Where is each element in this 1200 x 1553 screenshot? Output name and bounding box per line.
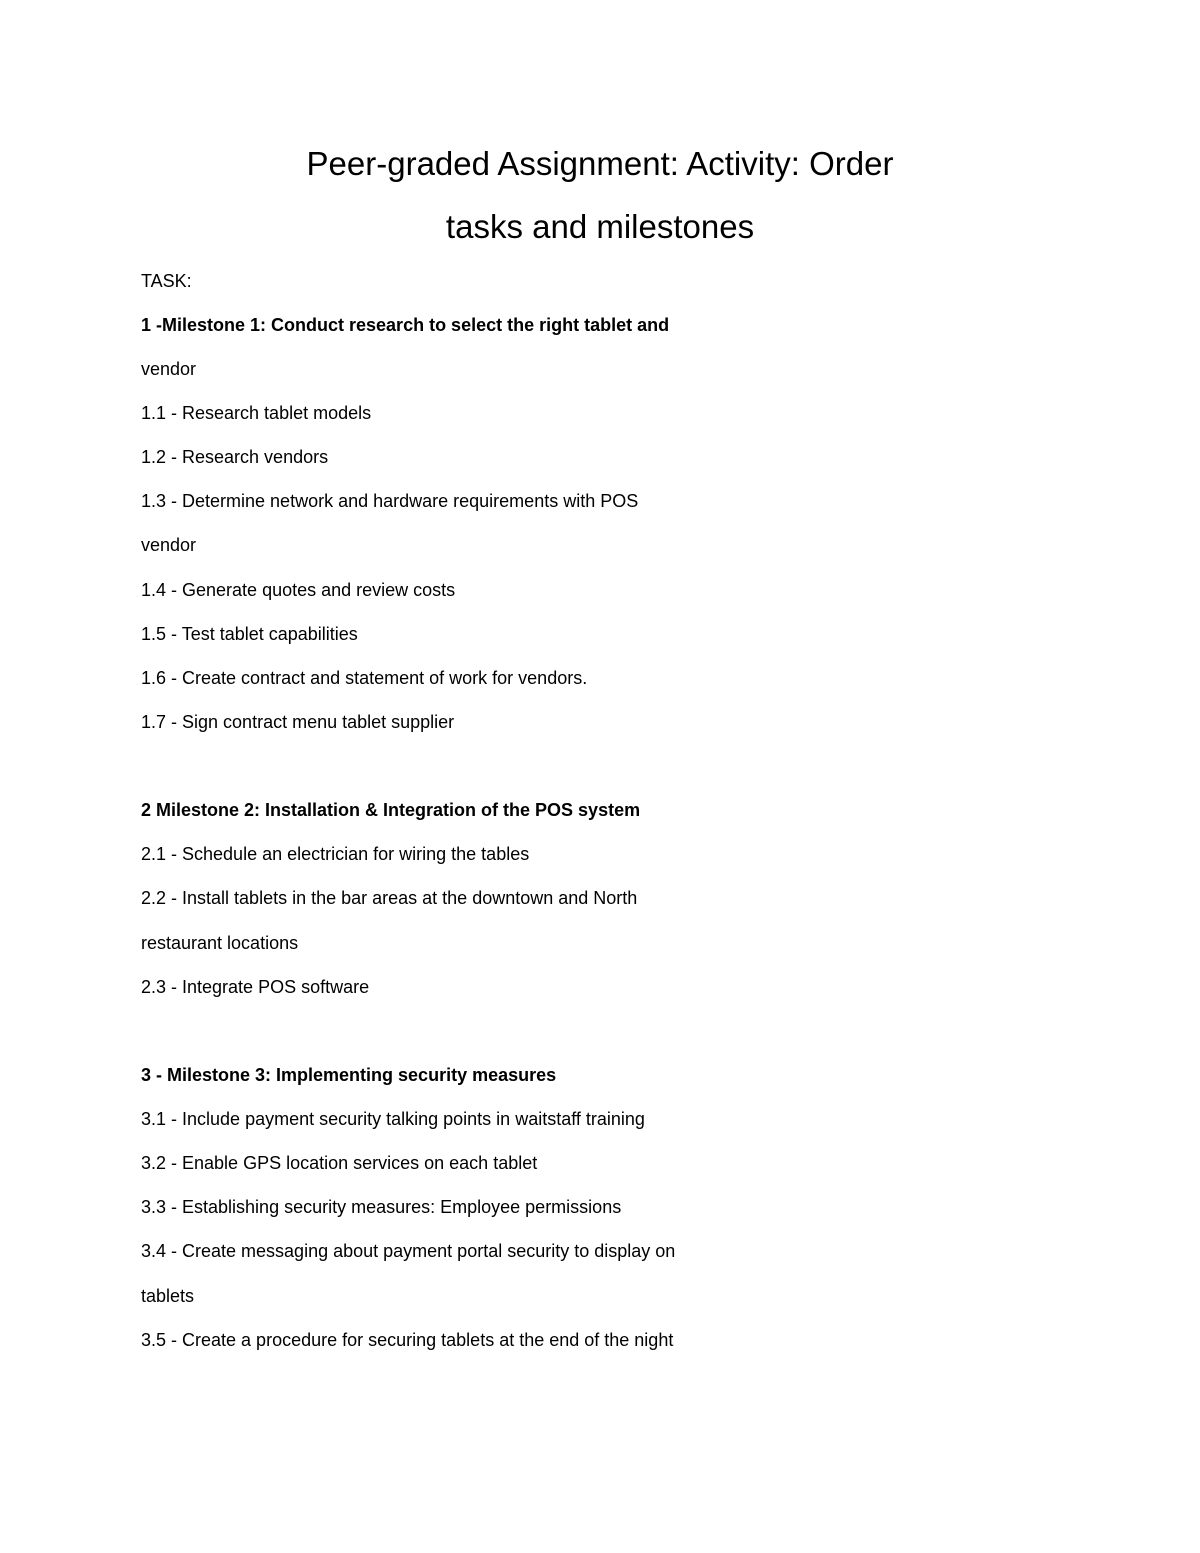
task-item-1-3: 1.3 - Determine network and hardware requirements with POS [141, 491, 639, 511]
task-item-2-3: 2.3 - Integrate POS software [141, 977, 370, 997]
milestone-1-heading-continuation: vendor [141, 359, 197, 379]
task-item-1-1: 1.1 - Research tablet models [141, 403, 372, 423]
task-item-1-3-continuation: vendor [141, 535, 197, 555]
task-item-3-1: 3.1 - Include payment security talking points in waitstaff training [141, 1109, 645, 1129]
milestone-3-heading: 3 - Milestone 3: Implementing security measures [141, 1065, 557, 1085]
task-item-2-1: 2.1 - Schedule an electrician for wiring the tables [141, 844, 530, 864]
task-item-1-4: 1.4 - Generate quotes and review costs [141, 580, 456, 600]
task-item-2-2: 2.2 - Install tablets in the bar areas at the downtown and North [141, 888, 638, 908]
document-title-line-2: tasks and milestones [445, 208, 755, 245]
task-item-3-2: 3.2 - Enable GPS location services on each tablet [141, 1153, 538, 1173]
task-item-1-5: 1.5 - Test tablet capabilities [141, 624, 358, 644]
milestone-1-heading: 1 -Milestone 1: Conduct research to select the right tablet and [141, 315, 670, 335]
task-item-3-5: 3.5 - Create a procedure for securing tablets at the end of the night [141, 1330, 674, 1350]
task-item-3-4-continuation: tablets [141, 1286, 195, 1306]
task-item-1-6: 1.6 - Create contract and statement of work for vendors. [141, 668, 588, 688]
task-item-2-2-continuation: restaurant locations [141, 933, 299, 953]
task-item-1-7: 1.7 - Sign contract menu tablet supplier [141, 712, 455, 732]
task-item-1-2: 1.2 - Research vendors [141, 447, 329, 467]
milestone-2-heading: 2 Milestone 2: Installation & Integration of the POS system [141, 800, 641, 820]
document-title-line-1: Peer-graded Assignment: Activity: Order [306, 145, 894, 182]
task-item-3-4: 3.4 - Create messaging about payment portal security to display on [141, 1241, 676, 1261]
task-label: TASK: [141, 271, 192, 291]
task-item-3-3: 3.3 - Establishing security measures: Employee permissions [141, 1197, 622, 1217]
